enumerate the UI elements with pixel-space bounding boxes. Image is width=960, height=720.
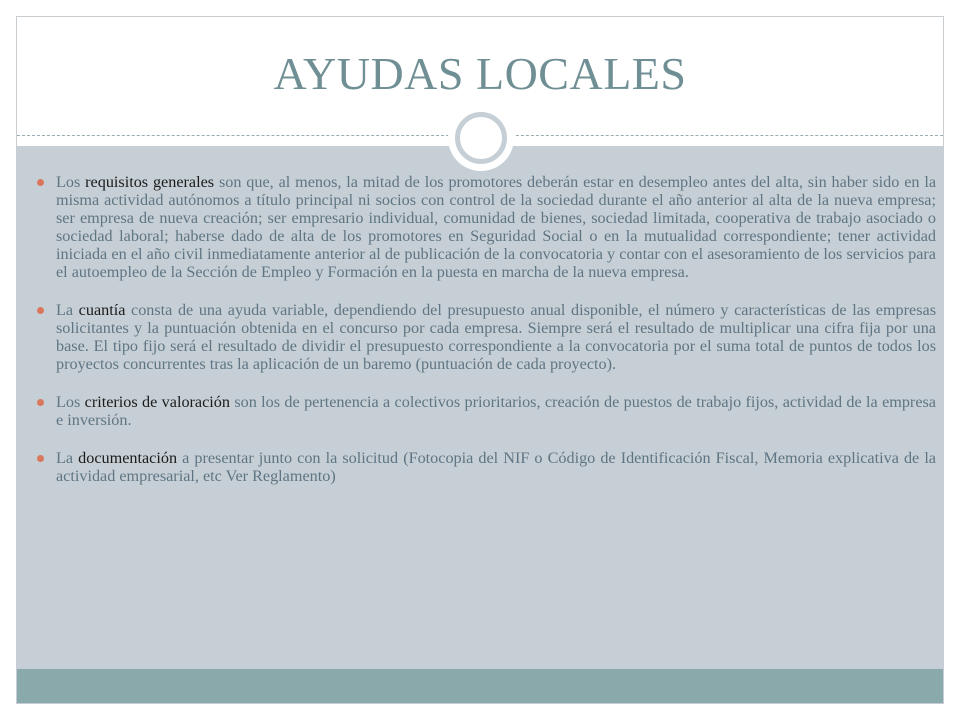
bullet-lead: Los [56,393,85,411]
slide-title: AYUDAS LOCALES [273,48,687,99]
bullet-text: son los de pertenencia a colectivos prioritarios, creación de puestos de trabajo fijos, actividad de la empresa e inversión. [56,393,936,429]
bullet-text: consta de una ayuda variable, dependiendo del presupuesto anual disponible, el número y características de las empresas solicitantes y la puntuación obtenida en el concurso por cada empresa. Siempre será el resultado de multiplicar una cifra fija por una base. El tipo fijo será el resultado de dividir el presupuesto correspondiente a la convocatoria por el suma total de puntos de todos los proyectos concurrentes tras la aplicación de un baremo (puntuación de cada proyecto). [56,301,937,373]
bullet-dot-icon [37,179,44,186]
bullet-lead: La [56,301,79,319]
bullet-lead: La [56,449,79,467]
bullet-keyword: documentación [78,449,178,467]
bullet-text: son que, al menos, la mitad de los promotores deberán estar en desempleo antes del alta, sin haber sido en la misma actividad autónomos a título principal ni socios con control de la sociedad durante el año anterior al alta de la nueva empresa; ser empresa de nueva creación; ser empresario individual, comunidad de bienes, sociedad limitada, cooperativa de trabajo asociado o sociedad laboral; haberse dado de alta de los promotores en Seguridad Social o en la mutualidad correspondiente; tener actividad iniciada en el año civil inmediatamente anterior al de publicación de la convocatoria y contar con el asesoramiento de los servicios para el autoempleo de la Sección de Empleo y Formación en la puesta en marcha de la nueva empresa. [56,173,937,281]
bullet-dot-icon [37,455,44,462]
bullet-text: a presentar junto con la solicitud (Fotocopia del NIF o Código de Identificación Fiscal, Memoria explicativa de la actividad empresarial, etc Ver Reglamento) [56,449,936,485]
bullet-lead: Los [56,173,86,191]
footer-bar [17,669,943,703]
bullet-keyword: cuantía [78,301,126,319]
circle-ornament-icon [448,105,514,171]
bullet-item-documentacion [36,449,936,485]
bullet-item-criterios [36,393,936,429]
bullet-dot-icon [37,399,44,406]
bullet-keyword: criterios de valoración [84,393,230,411]
bullet-list [36,173,936,505]
bullet-keyword: requisitos generales [85,173,215,191]
bullet-item-cuantia [36,301,936,373]
bullet-dot-icon [37,307,44,314]
bullet-item-requisitos [36,173,936,281]
